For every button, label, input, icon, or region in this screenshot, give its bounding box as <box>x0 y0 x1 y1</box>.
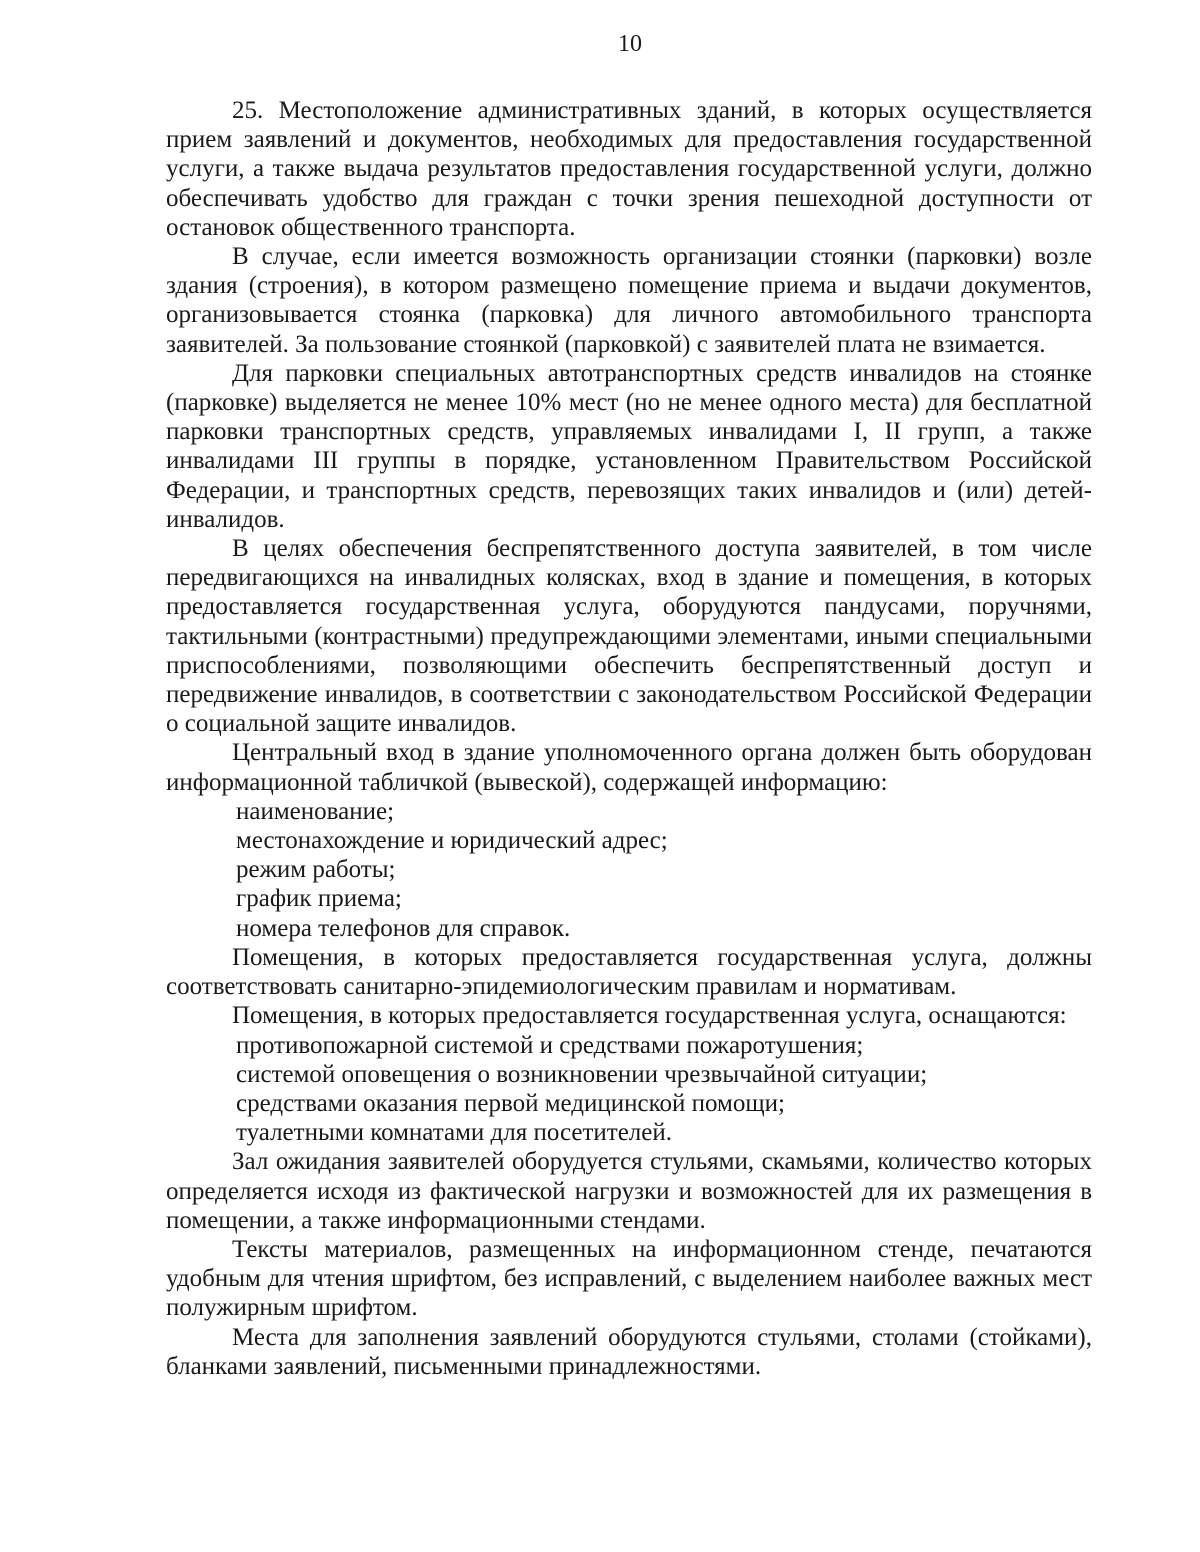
paragraph-parking: В случае, если имеется возможность организации стоянки (парковки) возле здания (строения), в котором размещено помещение приема и выдачи документов, организовывается стоянка (парковка) для личного автомобильного транспорта заявителей. За пользование стоянкой (парковкой) с заявителей плата не взимается. <box>166 243 1092 358</box>
page-number: 10 <box>618 31 642 57</box>
list-item: системой оповещения о возникновении чрезвычайной ситуации; <box>236 1060 928 1088</box>
list-item: туалетными комнатами для посетителей. <box>236 1119 672 1147</box>
list-item: график приема; <box>236 885 402 913</box>
paragraph-entrance-sign: Центральный вход в здание уполномоченного органа должен быть оборудован информационной табличкой (вывеской), содержащей информацию: <box>166 739 1092 796</box>
list-item: номера телефонов для справок. <box>236 914 571 942</box>
paragraph-waiting-hall: Зал ожидания заявителей оборудуется стульями, скамьями, количество которых определяется исходя из фактической нагрузки и возможностей для их размещения в помещении, а также информационными стендами. <box>166 1148 1092 1234</box>
equipment-list <box>166 1031 1092 1148</box>
paragraph-application-places: Места для заполнения заявлений оборудуются стульями, столами (стойками), бланками заявлений, письменными принадлежностями. <box>166 1323 1092 1380</box>
list-item: средствами оказания первой медицинской помощи; <box>236 1089 785 1117</box>
sign-info-list <box>166 797 1092 943</box>
paragraph-sanitary: Помещения, в которых предоставляется государственная услуга, должны соответствовать санитарно-эпидемиологическим правилам и нормативам. <box>166 943 1092 1001</box>
paragraph-disabled-parking: Для парковки специальных автотранспортных средств инвалидов на стоянке (парковке) выделяется не менее 10% мест (но не менее одного места) для бесплатной парковки транспортных средств, управляемых инвалидами I, II групп, а также инвалидами III группы в порядке, установленном Правительством Российской Федерации, и транспортных средств, перевозящих таких инвалидов и (или) детей-инвалидов. <box>166 359 1092 533</box>
paragraph-accessibility: В целях обеспечения беспрепятственного доступа заявителей, в том числе передвигающихся на инвалидных колясках, вход в здание и помещения, в которых предоставляется государственная услуга, оборудуются пандусами, поручнями, тактильными (контрастными) предупреждающими элементами, иными специальными приспособлениями, позволяющими обеспечить беспрепятственный доступ и передвижение инвалидов, в соответствии с законодательством Российской Федерации о социальной защите инвалидов. <box>166 535 1092 738</box>
list-item: противопожарной системой и средствами пожаротушения; <box>236 1031 864 1059</box>
list-item: местонахождение и юридический адрес; <box>236 827 668 855</box>
list-item: наименование; <box>236 797 395 825</box>
paragraph-equipment: Помещения, в которых предоставляется государственная услуга, оснащаются: <box>232 1002 1067 1030</box>
paragraph-25-location: 25. Местоположение административных зданий, в которых осуществляется прием заявлений и документов, необходимых для предоставления государственной услуги, а также выдача результатов предоставления государственной услуги, должно обеспечивать удобство для граждан с точки зрения пешеходной доступности от остановок общественного транспорта. <box>166 97 1092 241</box>
document-body <box>166 96 1092 1381</box>
list-item: режим работы; <box>236 856 396 884</box>
paragraph-stand-texts: Тексты материалов, размещенных на информационном стенде, печатаются удобным для чтения шрифтом, без исправлений, с выделением наиболее важных мест полужирным шрифтом. <box>166 1235 1092 1322</box>
